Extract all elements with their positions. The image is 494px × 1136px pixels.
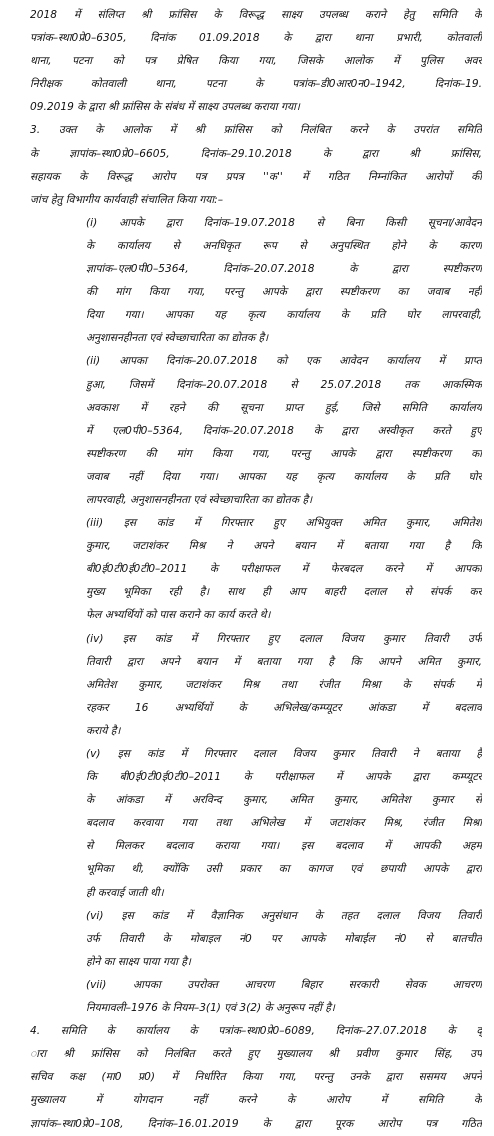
text-line: पत्रांक–स्था0प्रे0–6305, दिनांक 01.09.2018 के द्वारा थाना प्रभारी, कोतवाली <box>30 32 482 45</box>
document-body <box>30 4 482 1136</box>
text-line: हुआ, जिसमें दिनांक–20.07.2018 से 25.07.2018 तक आकस्मिक <box>86 378 482 391</box>
text-line: (i) आपके द्वारा दिनांक–19.07.2018 से बिना किसी सूचना/आवेदन <box>86 216 482 229</box>
text-line: स्पष्टीकरण की मांग किया गया, परन्तु आपके द्वारा स्पष्टीकरण का <box>86 447 482 460</box>
text-line: अनुशासनहीनता एवं स्वेच्छाचारिता का द्योतक है। <box>86 332 269 345</box>
text-line: (vii) आपका उपरोक्त आचरण बिहार सरकारी सेवक आचरण <box>86 978 482 991</box>
text-line: उर्फ तिवारी के मोबाइल नं0 पर आपके मोबाईल नं0 से बातचीत <box>86 932 482 945</box>
text-line: सहायक के विरूद्ध आरोप पत्र प्रपत्र ''क'' में गठित निम्नांकित आरोपों की <box>30 170 482 183</box>
text-line: तिवारी द्वारा अपने बयान में बताया गया है कि आपने अमित कुमार, <box>86 655 482 668</box>
text-line: कराये है। <box>86 724 121 737</box>
text-line: कि बी0ई0टी0ई0टी0–2011 के परीक्षाफल में आपके द्वारा कम्प्यूटर <box>86 771 482 784</box>
text-line: 3. उक्त के आलोक में श्री फ्रांसिस को निलंबित करने के उपरांत समिति <box>30 124 482 137</box>
text-line: रहकर 16 अभ्यर्थियों के अभिलेख/कम्प्यूटर आंकडा में बदलाव <box>86 701 482 714</box>
text-line: अमितेश कुमार, जटाशंकर मिश्र तथा रंजीत मिश्रा के संपर्क में <box>86 678 482 691</box>
text-line: लापरवाही, अनुशासनहीनता एवं स्वेच्छाचारिता का द्योतक है। <box>86 493 313 506</box>
text-line: 4. समिति के कार्यालय के पत्रांक–स्था0प्रे0–6089, दिनांक–27.07.2018 के द् <box>30 1025 482 1038</box>
text-line: में एल0पी0–5364, दिनांक–20.07.2018 के द्वारा अस्वीकृत करते हुए <box>86 424 482 437</box>
text-line: ज्ञापांक–एल0पी0–5364, दिनांक–20.07.2018 के द्वारा स्पष्टीकरण <box>86 263 482 276</box>
text-line: बदलाव करवाया गया तथा अभिलेख में जटाशंकर मिश्र, रंजीत मिश्रा <box>86 817 482 830</box>
text-line: नियमावली–1976 के नियम–3(1) एवं 3(2) के अनुरूप नहीं है। <box>86 1002 335 1015</box>
text-line: होने का साक्ष्य पाया गया है। <box>86 955 191 968</box>
text-line: दिया गया। आपका यह कृत्य कार्यालय के प्रति घोर लापरवाही, <box>86 309 482 322</box>
text-line: की मांग किया गया, परन्तु आपके द्वारा स्पष्टीकरण का जवाब नहीं <box>86 286 482 299</box>
text-line: बी0ई0टी0ई0टी0–2011 के परीक्षाफल में फेरबदल करने में आपका <box>86 563 482 576</box>
text-line: से मिलकर बदलाव कराया गया। इस बदलाव में आपकी अहम <box>86 840 482 853</box>
text-line: के आंकडा में अरविन्द कुमार, अमित कुमार, अमितेश कुमार से <box>86 794 482 807</box>
text-line: कुमार, जटाशंकर मिश्र ने अपने बयान में बताया गया है कि <box>86 540 482 553</box>
text-line: (vi) इस कांड में वैज्ञानिक अनुसंधान के तहत दलाल विजय तिवारी <box>86 909 482 922</box>
text-line: ज्ञापांक–स्था0प्रे0–108, दिनांक–16.01.2019 के द्वारा पूरक आरोप पत्र गठित <box>30 1117 482 1130</box>
text-line: ारा श्री फ्रांसिस को निलंबित करते हुए मुख्यालय श्री प्रवीण कुमार सिंह, उप <box>30 1048 482 1061</box>
text-line: फेल अभ्यर्थियों को पास कराने का कार्य करते थे। <box>86 609 271 622</box>
text-line: (iii) इस कांड में गिरफ्तार हुए अभियुक्त अमित कुमार, अमितेश <box>86 517 482 530</box>
text-line: मुख्य भूमिका रही है। साथ ही आप बाहरी दलाल से संपर्क कर <box>86 586 482 599</box>
text-line: 09.2019 के द्वारा श्री फ्रांसिस के संबंध में साक्ष्य उपलब्ध कराया गया। <box>30 101 300 114</box>
text-line: मुख्यालय में योगदान नहीं करने के आरोप में समिति के <box>30 1094 482 1107</box>
text-line: के ज्ञापांक–स्था0प्रे0–6605, दिनांक–29.10.2018 के द्वारा श्री फ्रांसिस, <box>30 147 482 160</box>
text-line: ही करवाई जाती थी। <box>86 886 164 899</box>
text-line: निरीक्षक कोतवाली थाना, पटना के पत्रांक–डी0आर0न0–1942, दिनांक–19. <box>30 78 482 91</box>
text-line: (v) इस कांड में गिरफ्तार दलाल विजय कुमार तिवारी ने बताया है <box>86 748 482 760</box>
text-line: सचिव कक्ष (मा0 प्र0) में निर्धारित किया गया, परन्तु उनके द्वारा ससमय अपने <box>30 1071 482 1084</box>
text-line: अवकाश में रहने की सूचना प्राप्त हुई, जिसे समिति कार्यालय <box>86 401 482 414</box>
text-line: जांच हेतु विभागीय कार्यवाही संचालित किया गया:– <box>30 193 223 206</box>
text-line: (ii) आपका दिनांक–20.07.2018 को एक आवेदन कार्यालय में प्राप्त <box>86 355 482 368</box>
text-line: 2018 में संलिप्त श्री फ्रांसिस के विरूद्ध साक्ष्य उपलब्ध कराने हेतु समिति के <box>30 9 482 21</box>
text-line: के कार्यालय से अनधिकृत रूप से अनुपस्थित होने के कारण <box>86 239 482 252</box>
text-line: (iv) इस कांड में गिरफ्तार हुए दलाल विजय कुमार तिवारी उर्फ <box>86 632 482 645</box>
text-line: जवाब नहीं दिया गया। आपका यह कृत्य कार्यालय के प्रति घोर <box>86 470 482 483</box>
text-line: भूमिका थी, क्योंकि उसी प्रकार का कागज एवं छपायी आपके द्वारा <box>86 863 482 876</box>
text-line: थाना, पटना को पत्र प्रेषित किया गया, जिसके आलोक में पुलिस अवर <box>30 55 482 68</box>
